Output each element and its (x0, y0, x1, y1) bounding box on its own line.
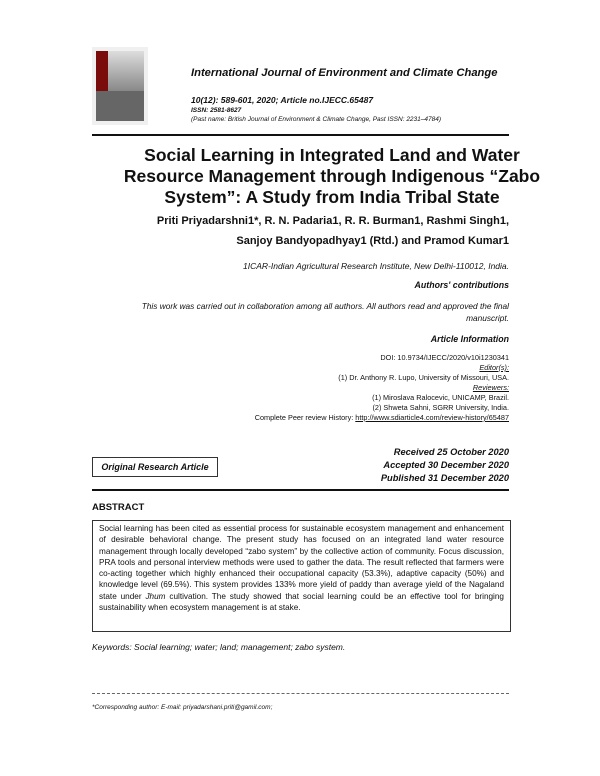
keywords: Keywords: Social learning; water; land; management; zabo system. (92, 642, 346, 652)
review-history-link[interactable]: http://www.sdiarticle4.com/review-history/65487 (355, 413, 509, 422)
authors-line: Sanjoy Bandyopadhyay1 (Rtd.) and Pramod Kumar1 (236, 235, 509, 247)
reviewers-label: Reviewers: (472, 383, 509, 392)
abstract-emphasis: Jhum (145, 591, 166, 601)
footnote-rule (92, 693, 509, 694)
abstract-heading: ABSTRACT (92, 502, 145, 513)
title-line: System”: A Study from India Tribal State (164, 187, 500, 207)
dates (381, 446, 509, 485)
editors-label: Editor(s): (479, 363, 509, 372)
journal-name: International Journal of Environment and Climate Change (191, 67, 498, 79)
abstract-box (92, 520, 511, 632)
text-line: This work was carried out in collaboration among all authors. All authors read and approved the final (141, 301, 509, 311)
authors (157, 211, 509, 251)
reviewer: (2) Shweta Sahni, SGRR University, India. (372, 403, 509, 412)
title-line: Resource Management through Indigenous “Zabo (123, 166, 541, 186)
affiliation: 1ICAR-Indian Agricultural Research Institute, New Delhi-110012, India. (243, 261, 509, 271)
article-type-badge: Original Research Article (92, 457, 218, 477)
citation: 10(12): 589-601, 2020; Article no.IJECC.65487 (191, 95, 374, 105)
article-info (255, 353, 509, 423)
journal-cover-image (92, 47, 148, 125)
reviewer: (1) Miroslava Ralocevic, UNICAMP, Brazil. (372, 393, 509, 402)
past-name: (Past name: British Journal of Environment & Climate Change, Past ISSN: 2231–4784) (191, 116, 442, 123)
authors-line: Priti Priyadarshni1*, R. N. Padaria1, R. R. Burman1, Rashmi Singh1, (156, 215, 509, 227)
footnote: *Corresponding author: E-mail: priyadarshani.priti@gamil.com; (92, 704, 273, 711)
history-label: Complete Peer review History: (254, 413, 356, 422)
abstract-text: cultivation. The study showed that social learning could be an effective tool for bringing sustainability when ecosystem management is at stake. (99, 591, 504, 613)
header-rule (92, 134, 509, 136)
contributions-text (142, 300, 509, 324)
title-line: Social Learning in Integrated Land and Water (144, 145, 520, 165)
section-rule (92, 489, 509, 491)
editor: (1) Dr. Anthony R. Lupo, University of Missouri, USA. (338, 373, 509, 382)
contributions-heading: Authors' contributions (414, 280, 509, 290)
accepted-date: Accepted 30 December 2020 (383, 460, 509, 470)
article-info-heading: Article Information (430, 334, 509, 344)
received-date: Received 25 October 2020 (393, 447, 509, 457)
published-date: Published 31 December 2020 (380, 473, 509, 483)
paper-title (92, 145, 572, 208)
issn: ISSN: 2581-8627 (191, 107, 242, 114)
text-line: manuscript. (466, 313, 509, 323)
abstract-text: Social learning has been cited as essential process for sustainable ecosystem management and enhancement of desirable behavioral change. The present study has focused on an integrated land water resource management through locally developed “zabo system” by the collective action of community. Focus discussion, PRA tools and personal interview methods were used to gather the data. The result reflected that farmers were co-acting together which highly enhanced their occupational capacity (53.3%), adaptive capacity (50%) and knowledge level (69.5%). This system provides 133% more yield of paddy than average yield of the Nagaland state under (99, 524, 504, 601)
doi: DOI: 10.9734/IJECC/2020/v10i1230341 (380, 353, 509, 362)
